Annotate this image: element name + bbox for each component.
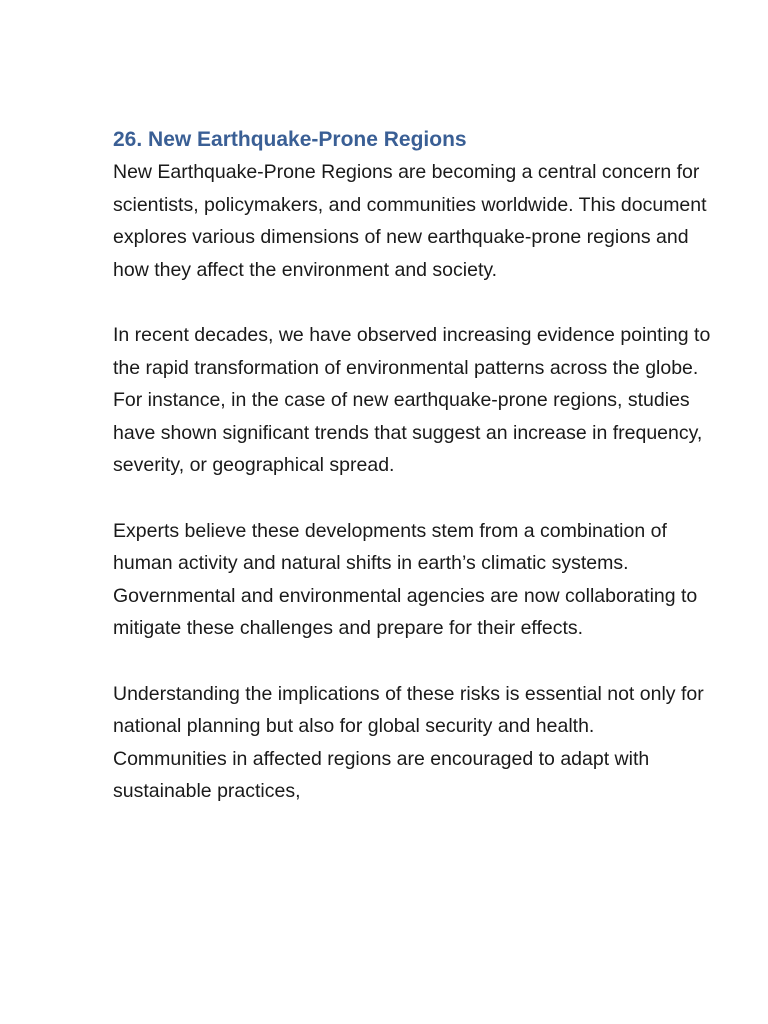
section-heading: 26. New Earthquake-Prone Regions xyxy=(113,128,467,151)
paragraph-recent-decades: In recent decades, we have observed increasing evidence pointing to the rapid transformation of environmental patterns across the globe. For instance, in the case of new earthquake-prone regions, studies have shown significant trends that suggest an increase in frequency, severity, or geographical spread. xyxy=(113,323,711,477)
paragraph-implications: Understanding the implications of these risks is essential not only for national planning but also for global security and health. Communities in affected regions are encouraged to adapt with sustainable practices, xyxy=(113,682,704,803)
paragraph-intro: New Earthquake-Prone Regions are becoming a central concern for scientists, policymakers, and communities worldwide. This document explores various dimensions of new earthquake-prone regions and how they affect the environment and society. xyxy=(113,161,707,281)
document-body xyxy=(113,124,713,840)
paragraph-experts: Experts believe these developments stem from a combination of human activity and natural shifts in earth’s climatic systems. Governmental and environmental agencies are now collaborating to mitigate these challenges and prepare for their effects. xyxy=(113,519,698,640)
